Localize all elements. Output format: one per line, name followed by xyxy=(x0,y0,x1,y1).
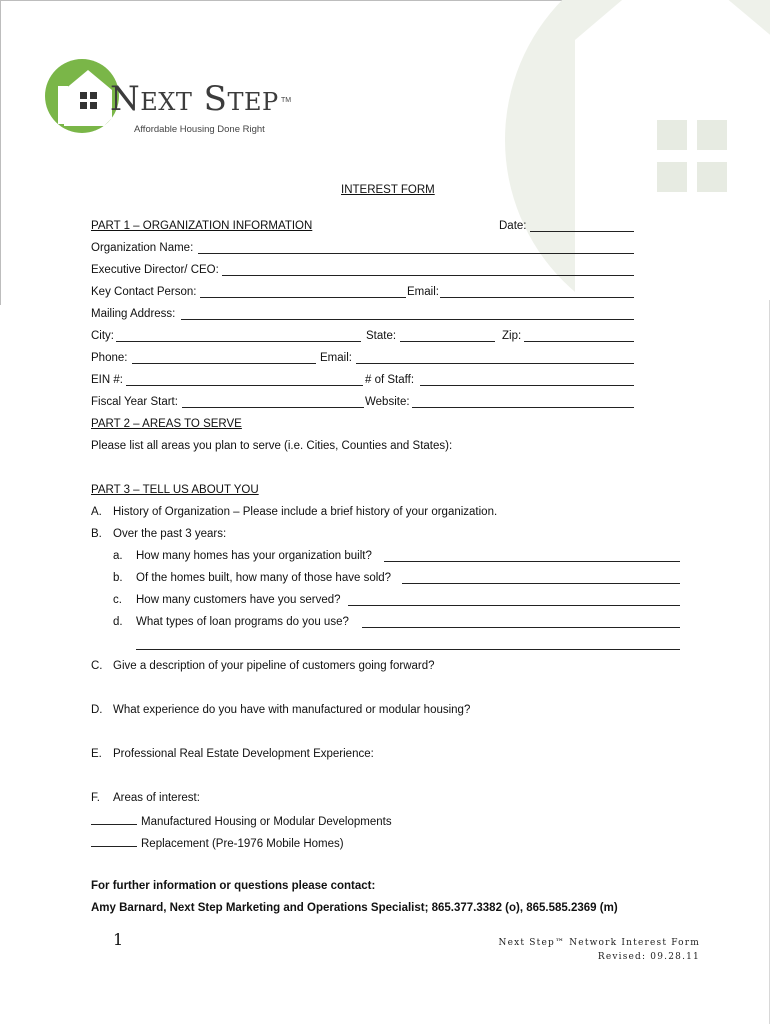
date-label: Date: xyxy=(499,220,527,232)
mailing-address-label: Mailing Address: xyxy=(91,308,176,320)
key-contact-label: Key Contact Person: xyxy=(91,286,197,298)
city-field[interactable] xyxy=(116,341,361,342)
phone-label: Phone: xyxy=(91,352,128,364)
homes-sold-field[interactable] xyxy=(402,583,680,584)
state-field[interactable] xyxy=(400,341,495,342)
item-a-label: A. xyxy=(91,506,102,518)
item-a-text: History of Organization – Please include a brief history of your organization. xyxy=(113,506,498,518)
mailing-address-field[interactable] xyxy=(181,319,634,320)
item-b-text: Over the past 3 years: xyxy=(113,528,227,540)
interest-checkbox-replacement[interactable] xyxy=(91,835,137,847)
exec-director-label: Executive Director/ CEO: xyxy=(91,264,219,276)
footer-form-name: Next Step™ Network Interest Form xyxy=(498,938,700,948)
interest-option-replacement-label: Replacement (Pre-1976 Mobile Homes) xyxy=(141,838,344,850)
ein-field[interactable] xyxy=(126,385,363,386)
logo-wordmark: Next Step xyxy=(110,79,279,119)
interest-option-replacement xyxy=(91,835,344,851)
ein-label: EIN #: xyxy=(91,374,123,386)
exec-director-field[interactable] xyxy=(222,275,634,276)
email2-field[interactable] xyxy=(356,363,634,364)
zip-field[interactable] xyxy=(524,341,634,342)
homes-built-field[interactable] xyxy=(384,561,680,562)
footer-revised: Revised: 09.28.11 xyxy=(597,952,700,962)
item-d-text: What experience do you have with manufactured or modular housing? xyxy=(113,704,471,716)
part3-heading: PART 3 – TELL US ABOUT YOU xyxy=(91,484,259,496)
part2-heading: PART 2 – AREAS TO SERVE xyxy=(91,418,242,430)
item-ba-label: a. xyxy=(113,550,123,562)
fiscal-year-field[interactable] xyxy=(182,407,364,408)
zip-label: Zip: xyxy=(502,330,522,342)
logo-trademark: TM xyxy=(281,97,292,104)
item-b-label: B. xyxy=(91,528,102,540)
loan-programs-field[interactable] xyxy=(362,627,680,628)
part1-heading: PART 1 – ORGANIZATION INFORMATION xyxy=(91,220,313,232)
website-label: Website: xyxy=(365,396,410,408)
email-label: Email: xyxy=(407,286,439,298)
email2-label: Email: xyxy=(320,352,352,364)
item-bc-text: How many customers have you served? xyxy=(136,594,341,606)
part2-prompt: Please list all areas you plan to serve (i.e. Cities, Counties and States): xyxy=(91,440,453,452)
org-name-field[interactable] xyxy=(198,253,634,254)
item-c-text: Give a description of your pipeline of customers going forward? xyxy=(113,660,435,672)
staff-label: # of Staff: xyxy=(365,374,415,386)
item-c-label: C. xyxy=(91,660,103,672)
org-name-label: Organization Name: xyxy=(91,242,194,254)
form-title: INTEREST FORM xyxy=(341,184,435,196)
item-bd-text: What types of loan programs do you use? xyxy=(136,616,349,628)
item-d-label: D. xyxy=(91,704,103,716)
state-label: State: xyxy=(366,330,397,342)
page-border-left xyxy=(0,0,1,305)
item-bb-text: Of the homes built, how many of those have sold? xyxy=(136,572,392,584)
item-e-label: E. xyxy=(91,748,102,760)
phone-field[interactable] xyxy=(132,363,316,364)
house-watermark-icon xyxy=(500,0,770,300)
contact-intro: For further information or questions please contact: xyxy=(91,880,376,892)
customers-served-field[interactable] xyxy=(348,605,680,606)
page-number: 1 xyxy=(113,930,124,949)
item-bb-label: b. xyxy=(113,572,123,584)
website-field[interactable] xyxy=(412,407,634,408)
interest-option-manufactured-label: Manufactured Housing or Modular Developments xyxy=(141,816,392,828)
item-f-label: F. xyxy=(91,792,100,804)
fiscal-year-label: Fiscal Year Start: xyxy=(91,396,178,408)
item-f-text: Areas of interest: xyxy=(113,792,200,804)
interest-checkbox-manufactured[interactable] xyxy=(91,813,137,825)
item-bc-label: c. xyxy=(113,594,122,606)
interest-option-manufactured xyxy=(91,813,392,829)
staff-field[interactable] xyxy=(420,385,634,386)
city-label: City: xyxy=(91,330,114,342)
loan-programs-field-2[interactable] xyxy=(136,649,680,650)
date-field[interactable] xyxy=(530,231,634,232)
key-contact-field[interactable] xyxy=(200,297,406,298)
footer xyxy=(499,936,700,964)
item-e-text: Professional Real Estate Development Experience: xyxy=(113,748,374,760)
item-ba-text: How many homes has your organization built? xyxy=(136,550,372,562)
item-bd-label: d. xyxy=(113,616,123,628)
email-field[interactable] xyxy=(440,297,634,298)
logo-tagline: Affordable Housing Done Right xyxy=(134,124,265,135)
contact-details: Amy Barnard, Next Step Marketing and Operations Specialist; 865.377.3382 (o), 865.585.2369 (m) xyxy=(91,902,618,914)
